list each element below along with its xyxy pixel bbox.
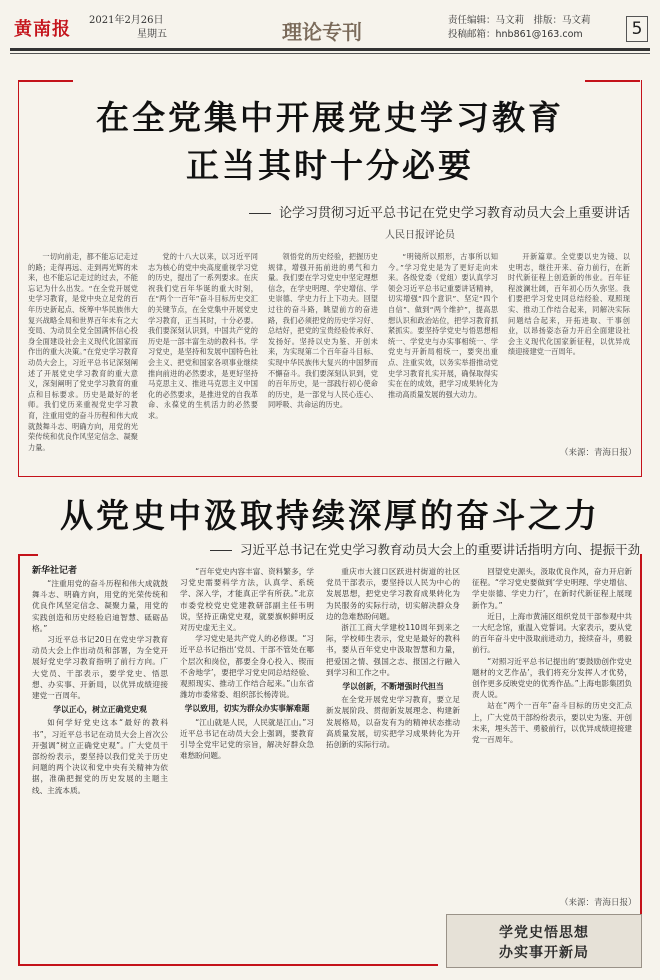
issue-date: 2021年2月26日: [89, 15, 164, 26]
article1-headline-line2: 正当其时十分必要: [186, 146, 474, 185]
article2-frame-top: [18, 554, 38, 556]
article2-frame-right: [640, 554, 642, 964]
article1-col5-text: 开新篇章。全党要以史为镜、以史明志，继往开来、奋力前行，在新时代新征程上创造新的伟业。百年征程波澜壮阔，百年初心历久弥坚。我们要把学习党史同总结经验、观照现实、推动工作结合起来，同解决实际问题结合起来，开拓进取、干事创业，以昂扬姿态奋力开启全面建设社会主义现代化国家新征程，以优异成绩迎接建党一百周年。: [508, 252, 630, 357]
newspaper-logo: 黄南报: [14, 19, 71, 40]
article1-subtitle: [110, 202, 630, 221]
article1-col1-text: 一切向前走，都不能忘记走过的路；走得再远、走到再光辉的未来，也不能忘记走过的过去，不能忘记为什么出发。“在全党开展党史学习教育，是党中央立足党的百年历史新起点、统筹中华民族伟大复兴战略全局和世界百年未有之大变局、为动员全党全国满怀信心投身全面建设社会主义现代化国家而作出的重大决策。”在党史学习教育动员大会上，习近平总书记深刻阐述了开展党史学习教育的重大意义，深刻阐明了党史学习教育的重点和目标要求。历史是最好的老师。我们党历来重视党史学习教育，注重用党的奋斗历程和伟大成就鼓舞斗志、明确方向，用党的光荣传统和优良作风坚定信念、凝聚力量。: [28, 252, 138, 452]
masthead-rule-thin: [10, 53, 650, 54]
article2-subtitle: [40, 540, 640, 558]
article2-subtitle-text: 习近平总书记在党史学习教育动员大会上的重要讲话指明方向、提振干劲: [239, 542, 640, 557]
article2-source: （来源：青海日报）: [560, 898, 637, 908]
article2-paragraph: 站在“两个一百年”奋斗目标的历史交汇点上，广大党员干部纷纷表示，要以史为鉴、开创未来，埋头苦干、勇毅前行，以优异成绩迎接建党一百周年。: [472, 701, 632, 745]
article1-source: （来源：青海日报）: [560, 448, 637, 458]
article2-paragraph: 在全党开展党史学习教育，要立足新发展阶段、贯彻新发展理念、构建新发展格局，以奋发有为的精神状态推动高质量发展，切实把学习成果转化为开拓创新的实际行动。: [326, 695, 460, 750]
article1-column-2: [148, 252, 258, 452]
section-title: 理论专刊: [282, 20, 362, 44]
article1-byline: 人民日报评论员: [385, 230, 455, 241]
editor-info: [448, 14, 591, 42]
article2-reporter: 新华社记者: [32, 566, 78, 576]
subtitle-dash: [210, 550, 232, 551]
article2-section-heading: 学以正心，树立正确党史观: [53, 705, 147, 715]
article1-column-4: [388, 252, 498, 452]
masthead-rule-thick: [10, 48, 650, 51]
masthead-left: [14, 14, 167, 42]
issue-weekday: 星期五: [137, 29, 167, 40]
editor-line: 责任编辑：马文莉 排版：马文莉: [448, 15, 591, 26]
article2-paragraph: 近日，上海市黄浦区组织党员干部参观中共一大纪念馆，重温入党誓词。大家表示，要从党的百年奋斗史中汲取前进动力，接续奋斗，勇毅前行。: [472, 611, 632, 655]
article1-column-5: [508, 252, 630, 442]
article2-headline: 从党史中汲取持续深厚的奋斗之力: [60, 496, 600, 535]
masthead: [10, 6, 650, 68]
subtitle-dash: [249, 213, 271, 214]
slogan-line1: 学党史悟思想: [499, 925, 589, 941]
page-number: 5: [626, 16, 648, 42]
article2-section-heading: 学以创新，不断增强时代担当: [342, 682, 444, 692]
submission-email: 投稿邮箱：hnb861@163.com: [448, 29, 583, 40]
article1-column-3: [268, 252, 378, 452]
article1-headline-line1: 在全党集中开展党史学习教育: [96, 98, 564, 137]
article2-paragraph: “江山就是人民，人民就是江山。”习近平总书记在动员大会上强调，要教育引导全党牢记党的宗旨，解决好群众急难愁盼问题。: [180, 717, 314, 761]
campaign-slogan-box: [446, 914, 642, 968]
article2-section-heading: 学以致用，切实为群众办实事解难题: [184, 704, 310, 714]
article2-paragraph: “注重用党的奋斗历程和伟大成就鼓舞斗志、明确方向，用党的光荣传统和优良作风坚定信念、凝聚力量，用党的实践创造和历史经验启迪智慧、砥砺品格。”: [32, 579, 168, 633]
article1-col4-text: “明镜所以照形，古事所以知今。”学习党史是为了更好走向未来。各级党委（党组）要认真学习领会习近平总书记重要讲话精神，切实增强“四个意识”、坚定“四个自信”、做到“两个维护”，提高思想认识和政治站位，把学习教育抓紧抓实。要坚持学党史与悟思想相统一、学党史与办实事相统一、学党史与开新局相统一，要突出重点、注重实效，以务实举措推动党史学习教育扎实开展，确保取得实实在在的成效，把学习成果转化为推动高质量发展的强大动力。: [388, 252, 498, 399]
article2-paragraph: 习近平总书记20日在党史学习教育动员大会上作出动员和部署，为全党开展好党史学习教育指明了前行方向。广大党员、干部表示，要学党史、悟思想、办实事、开新局，以优异成绩迎接建党一百周年。: [32, 635, 168, 701]
article2-frame-bottom: [18, 964, 438, 966]
article1-col2-text: 党的十八大以来，以习近平同志为核心的党中央高度重视学习党的历史，提出了一系列要求。在庆祝我们党百年华诞的重大时刻，在“两个一百年”奋斗目标历史交汇的关键节点，在全党集中开展党史学习教育，正当其时，十分必要。我们要深刻认识到，中国共产党的历史是一部丰富生动的教科书。学习党史，是坚持和发展中国特色社会主义、把党和国家各项事业继续推向前进的必然要求，是更好坚持马克思主义、推进马克思主义中国化的必然要求，是推进党的自我革命、永葆党的生机活力的必然要求。: [148, 252, 258, 420]
article1-frame-top-left: [18, 80, 73, 82]
article2-paragraph: 如何学好党史这本“最好的教科书”，习近平总书记在动员大会上首次公开强调“树立正确党史观”。广大党员干部纷纷表示，要坚持以我们党关于历史问题的两个决议和党中央有关精神为依据，准确把握党的历史发展的主题主线、主流本质。: [32, 718, 168, 795]
article2-column-1: [32, 578, 168, 958]
article2-column-4: [472, 566, 632, 890]
article2-column-2: [180, 566, 314, 958]
article1-subtitle-text: 论学习贯彻习近平总书记在党史学习教育动员大会上重要讲话: [278, 206, 630, 221]
article2-paragraph: 重庆市大渡口区跃进村街道的社区党员干部表示，要坚持以人民为中心的发展思想，把党史学习教育成果转化为为民服务的实际行动，切实解决群众身边的急难愁盼问题。: [326, 567, 460, 621]
article1-frame-top-right: [585, 80, 640, 82]
article2-frame-left: [18, 554, 20, 964]
article1-col3-text: 领悟党的历史经验，把握历史规律，增强开拓前进的勇气和力量。我们要在学习党史中坚定理想信念，在学史明理、学史增信、学史崇德、学史力行上下功夫。回望过往的奋斗路，眺望前方的奋进路，我们必须把党的历史学习好、总结好，把党的宝贵经验传承好、发扬好。坚持以史为鉴、开创未来，为实现第二个百年奋斗目标、实现中华民族伟大复兴的中国梦而不懈奋斗。我们要深刻认识到，党的百年历史，是一部践行初心使命的历史，是一部党与人民心连心、同呼吸、共命运的历史。: [268, 252, 378, 410]
slogan-line2: 办实事开新局: [499, 945, 589, 961]
article2-paragraph: 回望党史源头，汲取优良作风，奋力开启新征程。“学习党史要做到‘学史明理、学史增信、学史崇德、学史力行’，在新时代新征程上展现新作为。”: [472, 567, 632, 610]
article2-paragraph: 学习党史是共产党人的必修课。“习近平总书记指出‘党员、干部不管处在哪个层次和岗位，都要全身心投入、锲而不舍地学’，要把学习党史同总结经验、观照现实、推动工作结合起来。”山东省潍坊市委常委、组织部长杨涛说。: [180, 634, 314, 700]
article2-column-3: [326, 566, 460, 958]
issue-date-box: [89, 14, 167, 42]
article1-column-1: [28, 252, 138, 452]
article2-paragraph: “百年党史内容丰富、资料繁多，学习党史需要科学方法，认真学、系统学、深入学，才能真正学有所获。”北京市委党校党史党建教研部副主任韦明说，坚持正确党史观，就要旗帜鲜明反对历史虚无主义。: [180, 567, 314, 633]
article2-paragraph: 浙江工商大学建校110周年到来之际，学校师生表示，党史是最好的教科书，要从百年党史中汲取智慧和力量，把爱国之情、强国之志、报国之行融入到学习和工作之中。: [326, 623, 460, 677]
article2-paragraph: “对照习近平总书记提出的‘要鼓励创作党史题材的文艺作品’，我们将充分发挥人才优势，创作更多反映党史的优秀作品。”上海电影集团负责人说。: [472, 656, 632, 700]
